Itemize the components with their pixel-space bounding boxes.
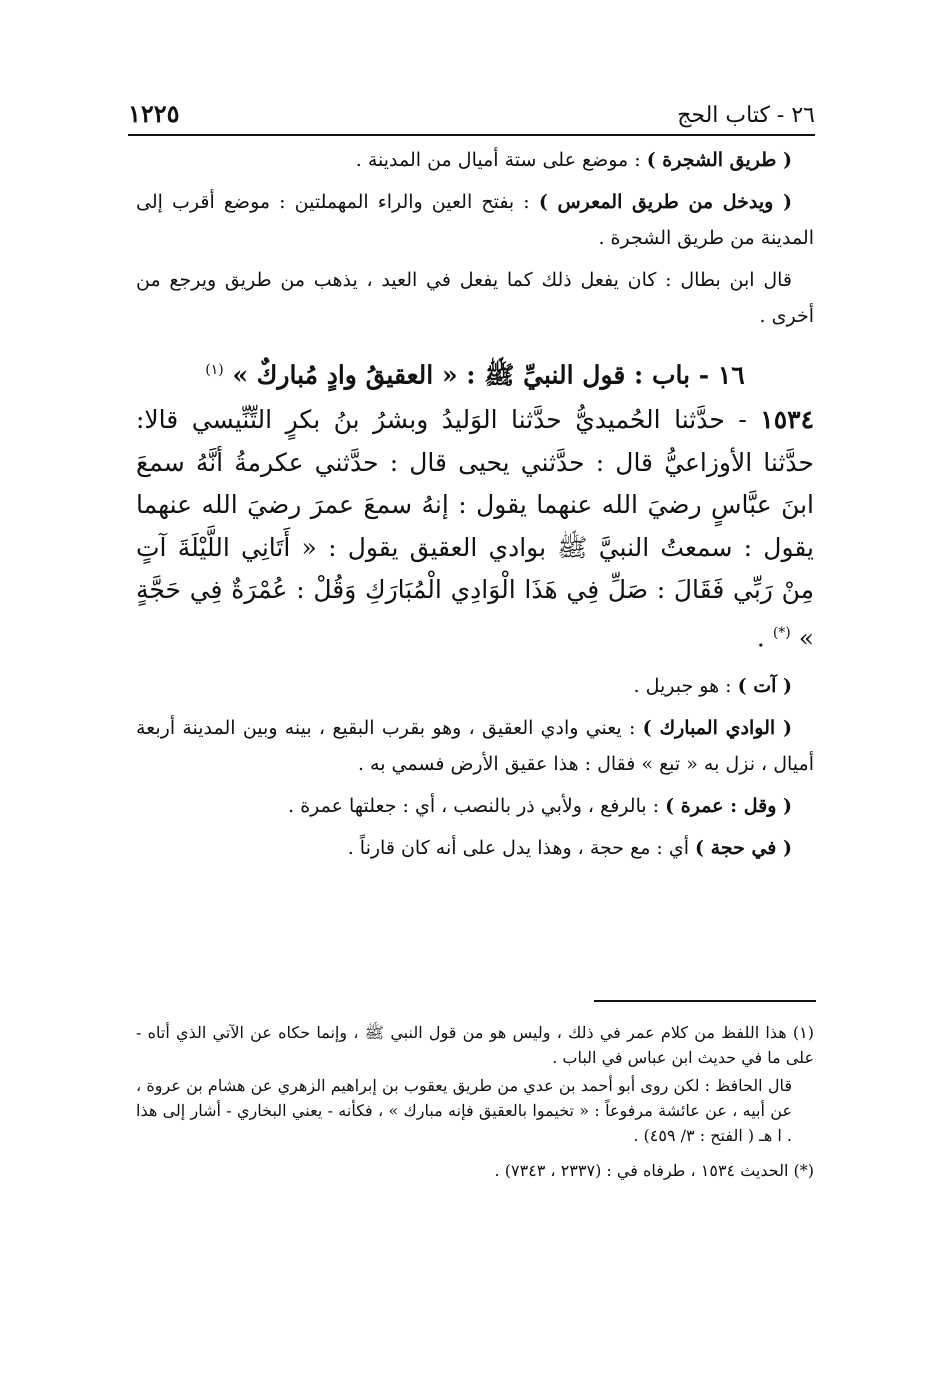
term: ( الوادي المبارك ): [642, 716, 792, 739]
hadith-number: ١٥٣٤: [760, 405, 814, 435]
footnote: (*) الحديث ١٥٣٤ ، طرفاه في : (٢٣٣٧ ، ٧٣٤٣) .: [494, 1161, 814, 1180]
explanation: ( وقل : عمرة ) : بالرفع ، ولأبي ذر بالنصب ، أي : جعلتها عمرة .: [288, 794, 792, 817]
page-number: ١٢٢٥: [128, 99, 180, 128]
footnote-ref: (١): [205, 362, 224, 378]
explanation: ( الوادي المبارك ) : يعني وادي العقيق ، وهو بقرب البقيع ، بينه وبين المدينة أربعة أميال ، نزل به « تبع » فقال : هذا عقيق الأرض فسمي به .: [136, 716, 814, 775]
footnotes: [136, 1020, 814, 1186]
footnote: قال الحافظ : لكن روى أبو أحمد بن عدي من طريق يعقوب بن إبراهيم الزهري عن هشام بن عروة ، عن أبيه ، عن عائشة مرفوعاً : « تخيموا بالعقيق فإنه مبارك » ، فكأنه - يعني البخاري - أشار إلى هذا . ا هـ ( الفتح : ٣/ ٤٥٩) .: [136, 1076, 792, 1145]
footnote: (١) هذا اللفظ من كلام عمر في ذلك ، وليس هو من قول النبي ﷺ ، وإنما حكاه عن الآتي الذي أتاه - على ما في حديث ابن عباس في الباب .: [136, 1023, 814, 1067]
paragraph: ( طريق الشجرة ) : موضع على ستة أميال من المدينة .: [355, 149, 792, 171]
hadith-text: ١٥٣٤ - حدَّثنا الحُميديُّ حدَّثنا الوَليدُ وبشرُ بنُ بكرٍ التِّنِّيسي قالا: حدَّثنا الأوزاعيُّ قال : حدَّثني يحيى قال : حدَّثني عكرمةُ أنَّهُ سمعَ ابنَ عبَّاسٍ رضيَ الله عنهما يقول : إنهُ سمعَ عمرَ رضيَ الله عنهما يقول : سمعتُ النبيَّ ﷺ بوادي العقيق يقول : « أَتَانِي اللَّيْلَةَ آتٍ مِنْ رَبِّي فَقَالَ : صَلِّ فِي هَذَا الْوَادِي الْمُبَارَكِ وَقُلْ : عُمْرَةٌ فِي حَجَّةٍ » (*) .: [136, 405, 814, 653]
footnote-ref: (*): [772, 624, 791, 641]
page-header: [128, 88, 815, 128]
main-text: [136, 142, 814, 872]
paragraph: ( ويدخل من طريق المعرس ) : بفتح العين والراء المهملتين : موضع أقرب إلى المدينة من طريق الشجرة .: [136, 191, 814, 249]
term: ( وقل : عمرة ): [665, 794, 792, 817]
header-rule: [128, 134, 815, 136]
term: ( آت ): [737, 674, 792, 697]
chapter-heading: ١٦ - باب : قول النبيِّ ﷺ : « العقيقُ وادٍ مُباركٌ » $^{(١)}$: [205, 360, 745, 390]
term: ( ويدخل من طريق المعرس ): [538, 191, 792, 213]
explanation: ( في حجة ) أي : مع حجة ، وهذا يدل على أنه كان قارناً .: [347, 836, 792, 859]
explanation: ( آت ) : هو جبريل .: [633, 674, 792, 697]
footnote-rule: [594, 1000, 816, 1002]
term: ( طريق الشجرة ): [646, 149, 792, 171]
chapter-title: ٢٦ - كتاب الحج: [677, 103, 815, 128]
paragraph: قال ابن بطال : كان يفعل ذلك كما يفعل في العيد ، يذهب من طريق ويرجع من أخرى .: [136, 269, 814, 327]
term: ( في حجة ): [695, 836, 792, 859]
